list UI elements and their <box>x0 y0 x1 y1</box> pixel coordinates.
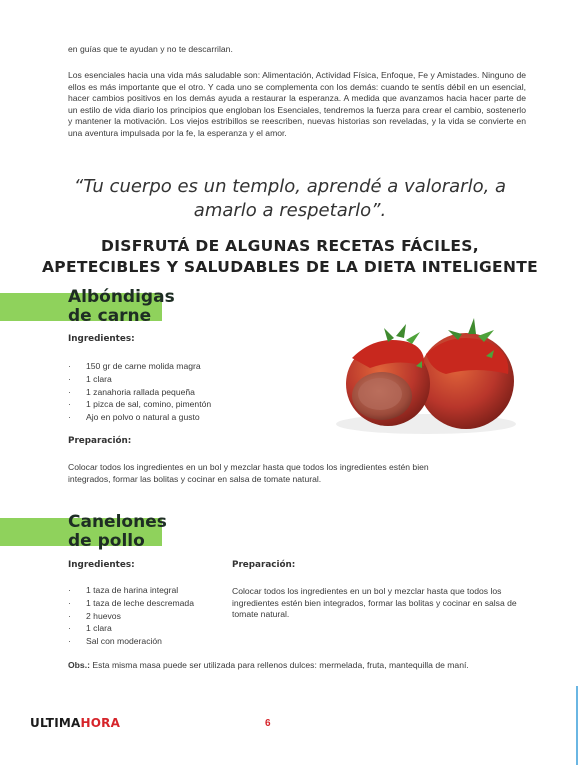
ingredients-list <box>68 584 218 648</box>
quote: “Tu cuerpo es un templo, aprendé a valorarlo, a amarlo a respetarlo”. <box>73 176 507 221</box>
ingredients-label: Ingredientes: <box>68 560 135 570</box>
list-item: · 1 clara <box>68 373 308 386</box>
list-item: · 150 gr de carne molida magra <box>68 360 308 373</box>
list-item: · 1 zanahoria rallada pequeña <box>68 386 308 399</box>
obs-text: Esta misma masa puede ser utilizada para rellenos dulces: mermelada, fruta, mantequilla de maní. <box>92 660 469 670</box>
meatballs-image <box>326 296 526 446</box>
preparation-text: Colocar todos los ingredientes en un bol y mezclar hasta que todos los ingredientes estén bien integrados, formar las bolitas y cocinar en salsa de tomate natural. <box>68 462 429 484</box>
list-item: · 2 huevos <box>68 610 218 623</box>
logo-part-hora: HORA <box>80 716 121 730</box>
list-item: · 1 taza de leche descremada <box>68 597 218 610</box>
list-item: · Ajo en polvo o natural a gusto <box>68 411 308 424</box>
list-item: · 1 taza de harina integral <box>68 584 218 597</box>
obs-label: Obs.: <box>68 660 90 670</box>
ingredients-label: Ingredientes: <box>68 334 135 344</box>
logo-part-ultima: ULTIMA <box>30 716 81 730</box>
list-item: · 1 clara <box>68 622 218 635</box>
ingredients-list <box>68 360 308 424</box>
preparation-label: Preparación: <box>68 436 132 446</box>
recipe-title-line1: Canelones <box>68 512 167 532</box>
list-item: · Sal con moderación <box>68 635 218 648</box>
preparation-text: Colocar todos los ingredientes en un bol y mezclar hasta que todos los ingredientes estén bien integrados, formar las bolitas y cocinar en salsa de tomate natural. <box>232 586 517 620</box>
section-heading: DISFRUTÁ DE ALGUNAS RECETAS FÁCILES, APETECIBLES Y SALUDABLES DE LA DIETA INTELIGENTE <box>42 237 538 276</box>
page-number: 6 <box>265 718 271 729</box>
obs-note <box>68 660 538 672</box>
ultimahora-logo <box>30 716 120 730</box>
list-item: · 1 pizca de sal, comino, pimentón <box>68 398 308 411</box>
recipe-title-line2: de pollo <box>68 531 145 551</box>
preparation-label: Preparación: <box>232 560 296 570</box>
recipe-title-canelones <box>68 513 167 551</box>
recipe-title-line2: de carne <box>68 306 152 326</box>
recipe-title-albondigas <box>68 288 175 326</box>
edge-line <box>576 686 578 765</box>
esenciales-paragraph: Los esenciales hacia una vida más saludable son: Alimentación, Actividad Física, Enfoque, Fe y Amistades. Ninguno de ellos es más importante que el otro. Y cada uno se complementa con los demás: cuando te sentís débil en un esencial, hacer cambios positivos en los demás ayuda a restaurar la esperanza. A medida que avanzamos hacia hacer parte de un estilo de vida diario los principios que engloban los Esenciales, tendremos la fuerza para crear el cambio, sostenerlo y mantener la motivación. Los viejos estribillos se reescriben, nuevas historias son reveladas, y la vida se convierte en una aventura impulsada por la fe, la esperanza y el amor. <box>68 70 526 138</box>
intro-paragraph: en guías que te ayudan y no te descarrilan. <box>68 44 233 54</box>
recipe-title-line1: Albóndigas <box>68 287 175 307</box>
